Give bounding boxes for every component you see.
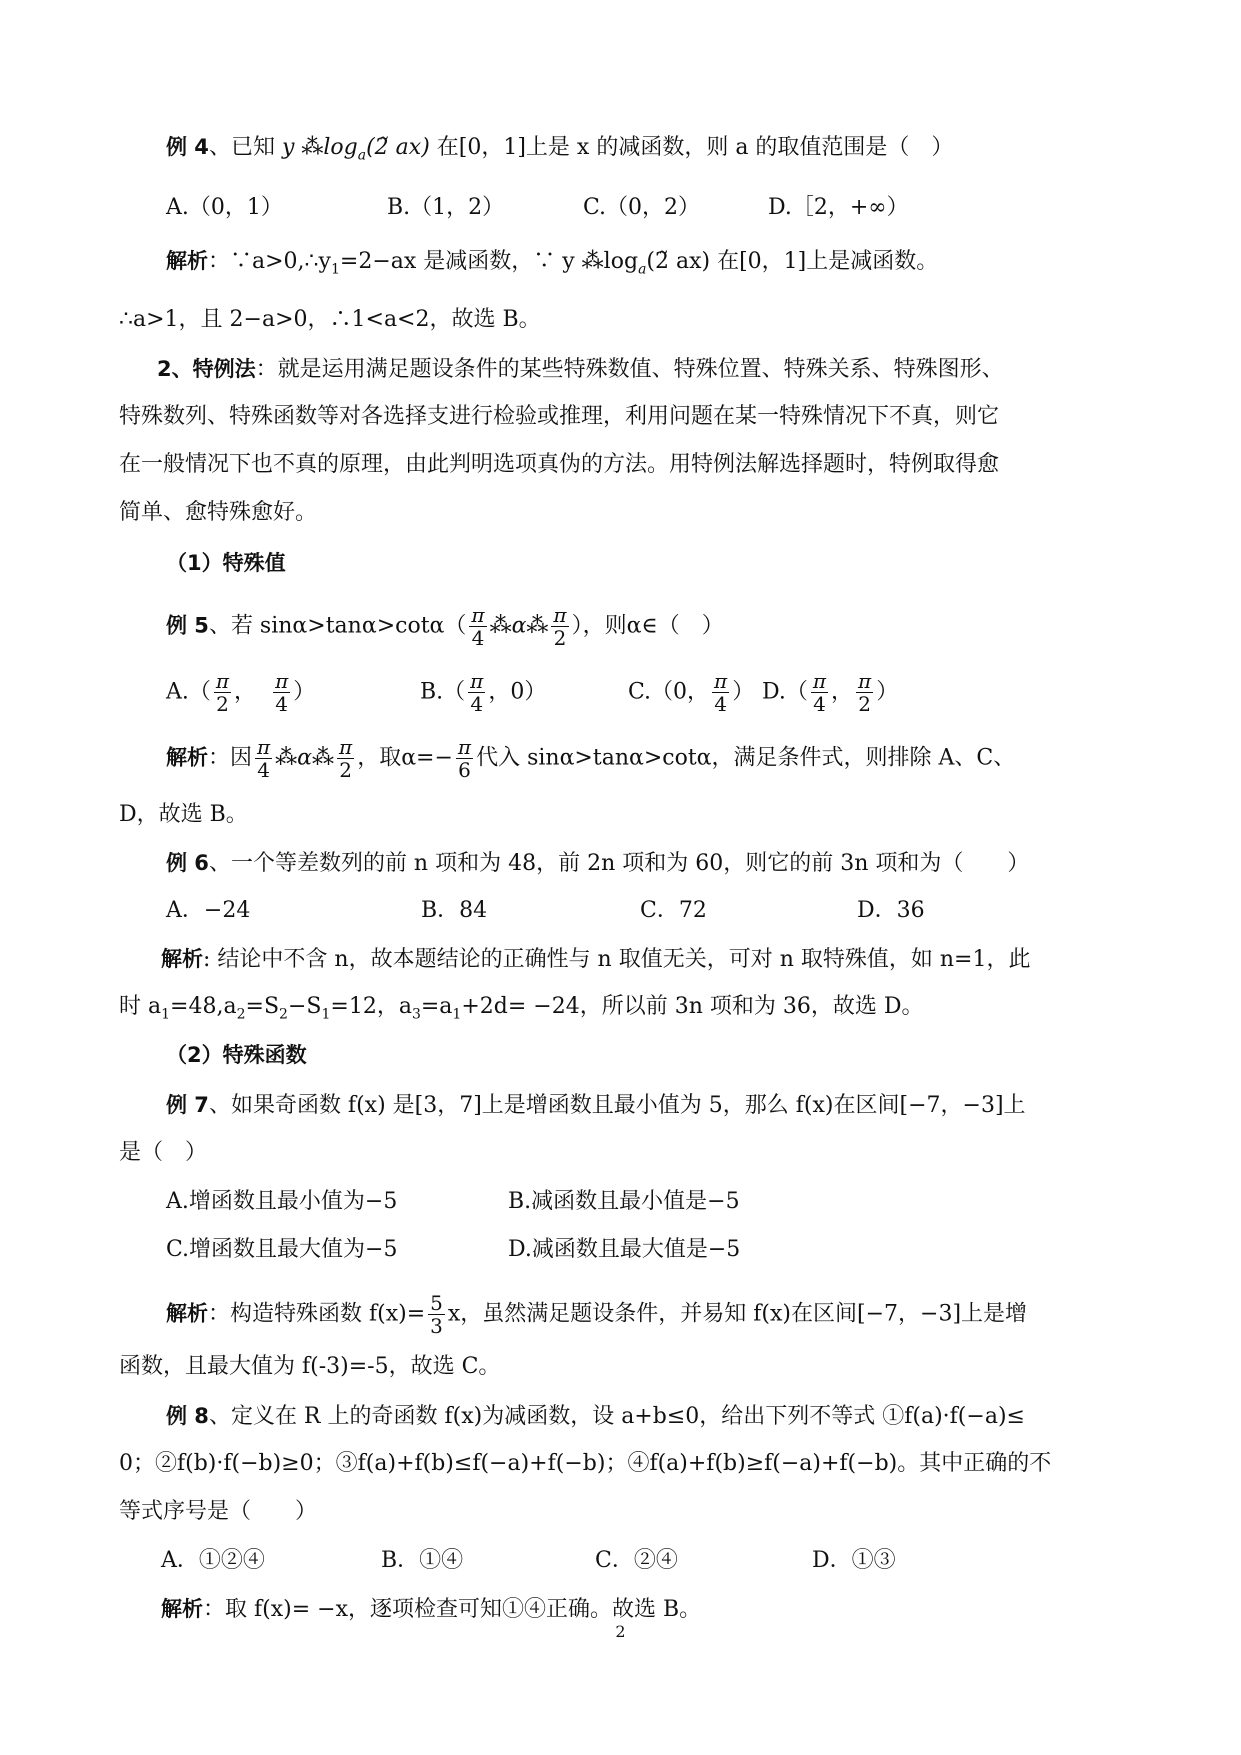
- ex5-solution: 解析：因 $\frac{\pi}{4}$ ⁂α⁂ $\frac{\pi}{2}$ ，取α=− $\frac{\pi}{6}$ 代入 sinα>tanα>cotα，满足条件式，则排除 A、C、: [166, 735, 1016, 782]
- ex5-label: 例 5: [166, 613, 209, 638]
- ex8-question: 例 8、定义在 R 上的奇函数 f(x)为减函数，设 a+b≤0，给出下列不等式 ①f(a)·f(−a)≤: [166, 1404, 1025, 1429]
- ex7-question-cont: 是（ ）: [119, 1140, 208, 1165]
- ex6-solution: 解析: 结论中不含 n，故本题结论的正确性与 n 取值无关，可对 n 取特殊值，如 n=1，此: [161, 947, 1031, 972]
- ex6-question: 例 6、一个等差数列的前 n 项和为 48，前 2n 项和为 60，则它的前 3n 项和为（ ）: [166, 851, 1030, 876]
- ex4-label: 例 4: [166, 135, 209, 159]
- ex8-option-b: B．①④: [381, 1548, 464, 1573]
- ex6-solution-cont: 时 $a_1=48,a_2=S_2-S_1=12$，$a_3=a_1+2d= -24$，所以前 3n 项和为 36，故选 D。: [119, 994, 924, 1023]
- ex8-label: 例 8: [166, 1404, 209, 1428]
- ex5-option-b: B.（ $\frac{\pi}{4}$ ，0）: [420, 669, 547, 716]
- ex7-option-d: D.减函数且最大值是−5: [508, 1237, 741, 1262]
- ex7-option-a: A.增函数且最小值为−5: [166, 1189, 398, 1214]
- method2-title: 特例法: [192, 357, 256, 381]
- ex6-option-d: D．36: [857, 898, 925, 923]
- method2-line3: 在一般情况下也不真的原理，由此判明选项真伪的方法。用特例法解选择题时，特例取得愈: [119, 452, 1000, 477]
- fraction-pi-over-2: $\frac{\pi}{2}$: [553, 603, 567, 650]
- ex4-option-b: B.（1，2）: [387, 195, 505, 220]
- ex7-question: 例 7、如果奇函数 f(x) 是[3，7]上是增函数且最小值为 5，那么 f(x)在区间[−7，−3]上: [166, 1093, 1026, 1118]
- fraction-pi-over-4: $\frac{\pi}{4}$: [471, 603, 485, 650]
- ex4-solution-cont: ∴a>1，且 2−a>0，∴1<a<2，故选 B。: [119, 307, 541, 332]
- ex5-option-d: D.（ $\frac{\pi}{4}$ ， $\frac{\pi}{2}$ ）: [762, 669, 899, 716]
- method2-intro: 2、特例法：就是运用满足题设条件的某些特殊数值、特殊位置、特殊关系、特殊图形、: [157, 357, 1004, 382]
- ex4-option-d: D.［2，+∞）: [768, 195, 909, 220]
- subsection-special-function: （2）特殊函数: [166, 1043, 307, 1067]
- ex5-option-c: C.（0， $\frac{\pi}{4}$ ）: [628, 669, 755, 716]
- ex4-question: 例 4、已知 y $⁂\log_a(2̃$ ax) 在[0，1]上是 x 的减函数，则 a 的取值范围是（ ）: [166, 135, 954, 164]
- ex8-solution: 解析：取 f(x)= −x，逐项检查可知①④正确。故选 B。: [161, 1597, 702, 1622]
- method2-line2: 特殊数列、特殊函数等对各选择支进行检验或推理，利用问题在某一特殊情况下不真，则它: [119, 404, 1000, 429]
- ex8-question-cont: 0；②f(b)·f(−b)≥0；③f(a)+f(b)≤f(−a)+f(−b)；④f(a)+f(b)≥f(−a)+f(−b)。其中正确的不: [119, 1451, 1052, 1476]
- ex8-question-cont2: 等式序号是（ ）: [119, 1499, 318, 1524]
- ex7-label: 例 7: [166, 1093, 209, 1117]
- ex7-solution-cont: 函数，且最大值为 f(-3)=-5，故选 C。: [119, 1354, 501, 1379]
- ex6-label: 例 6: [166, 851, 209, 875]
- method2-line4: 简单、愈特殊愈好。: [119, 500, 318, 525]
- ex4-solution: 解析：$\because a>0,\therefore y_1=2-ax$ 是减函数，∵ y $⁂\log_a(2̃$ ax) 在[0，1]上是减函数。: [166, 249, 939, 278]
- subsection-special-value: （1）特殊值: [166, 551, 286, 575]
- ex7-solution: 解析：构造特殊函数 f(x)= $\frac{5}{3}$ x，虽然满足题设条件，并易知 f(x)在区间[−7，−3]上是增: [166, 1291, 1028, 1338]
- ex4-option-a: A.（0，1）: [166, 195, 283, 220]
- ex4-option-c: C.（0，2）: [583, 195, 701, 220]
- ex6-option-a: A．−24: [166, 898, 251, 923]
- page-number: 2: [615, 1622, 626, 1641]
- ex7-option-c: C.增函数且最大值为−5: [166, 1237, 398, 1262]
- ex6-option-c: C．72: [640, 898, 707, 923]
- ex8-option-c: C．②④: [595, 1548, 678, 1573]
- ex5-solution-cont: D，故选 B。: [119, 802, 248, 827]
- ex5-option-a: A.（ $\frac{\pi}{2}$ ， $\frac{\pi}{4}$ ）: [166, 669, 316, 716]
- ex6-option-b: B．84: [421, 898, 488, 923]
- ex8-option-d: D．①③: [812, 1548, 896, 1573]
- solution-label: 解析: [166, 249, 208, 273]
- ex5-question: 例 5、若 sinα>tanα>cotα（ $\frac{\pi}{4}$ ⁂α⁂ $\frac{\pi}{2}$ ），则α∈（ ）: [166, 603, 724, 650]
- ex7-option-b: B.减函数且最小值是−5: [508, 1189, 740, 1214]
- ex8-option-a: A．①②④: [161, 1548, 265, 1573]
